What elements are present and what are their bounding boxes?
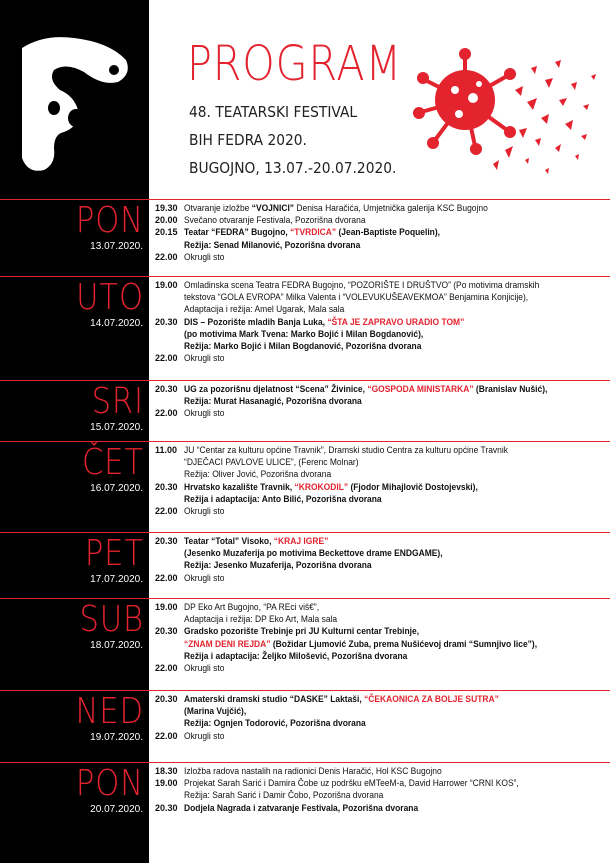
event-text [184,559,605,571]
event-row [155,505,605,517]
day-date: 13.07.2020. [90,241,143,252]
event-time [155,291,184,303]
event-time: 20.30 [155,694,178,704]
event-text [184,717,605,729]
play-title: “KROKODIL” [294,481,349,492]
event-text-part: Režija: Senad Milanović, Pozorišna dvorana [184,239,361,250]
event-time: 22.00 [155,408,178,419]
day-block [0,380,610,441]
event-text [184,481,605,493]
event-text [184,226,605,238]
event-text [184,730,605,742]
event-row [155,456,605,468]
event-time: 22.00 [155,663,178,674]
festival-logo-icon [14,30,134,180]
event-time: 11.00 [155,445,178,455]
event-text-part: (Jean-Baptiste Poquelin), [336,227,441,238]
event-row [155,625,605,637]
event-row [155,395,605,407]
event-time [155,638,184,650]
event-text [184,547,605,559]
event-text-part: Hrvatsko kazalište Travnik, [184,481,295,492]
event-time: 22.00 [155,572,178,583]
event-text-part: “DJEČACI PAVLOVE ULICE”, (Ferenc Molnar) [184,457,359,468]
event-text [184,705,605,717]
day-events [155,535,605,584]
day-events [155,765,605,814]
event-time [155,547,184,559]
event-text-part: Svečano otvaranje Festivala, Pozorišna dvorana [184,215,366,226]
event-row [155,662,605,674]
event-time: 22.00 [155,353,178,364]
event-row [155,291,605,303]
event-text-part: “VOJNICI” [251,203,295,213]
day-events [155,202,605,263]
event-time [155,789,184,801]
event-row [155,717,605,729]
event-text [184,493,605,505]
event-time: 20.00 [155,215,178,226]
event-row [155,214,605,226]
event-time: 19.30 [155,203,178,213]
play-title: “TVRDICA” [290,227,337,238]
event-text-part: (Branislav Nušić), [473,384,548,394]
event-text [184,352,605,364]
play-title: “ŠTA JE ZAPRAVO URADIO TOM” [327,316,465,327]
day-name: PON [75,763,144,804]
event-time: 20.30 [155,536,178,546]
event-text [184,601,605,613]
event-text-part: Okrugli sto [184,663,225,674]
festival-dates: BUGOJNO, 13.07.-20.07.2020. [189,159,397,177]
event-time: 19.00 [155,602,178,612]
event-text-part: Režija: Sarah Sarić i Damir Čobo, Pozorišna dvorana [184,790,384,801]
event-text [184,328,605,340]
event-time: 19.00 [155,280,178,290]
day-name: ČET [81,442,144,483]
event-row [155,705,605,717]
event-time [155,559,184,571]
day-block [0,199,610,276]
event-text-part: Adaptacija i režija: Amel Ugarak, Mala sala [184,304,345,315]
event-row [155,468,605,480]
event-text-part: Okrugli sto [184,251,225,262]
event-text-part: Projekat Sarah Sarić i Damira Čobe uz podršku eMTeeM-a, David Harrower “CRNI KOS”, [184,778,519,789]
event-row [155,535,605,547]
event-text [184,777,605,789]
event-row [155,251,605,263]
event-text-part: Režija: Murat Hasanagić, Pozorišna dvorana [184,396,362,407]
event-row [155,572,605,584]
event-time [155,303,184,315]
event-time: 18.30 [155,766,178,776]
event-time [155,613,184,625]
event-time: 19.00 [155,778,178,789]
event-text-part: (Fjodor Mihajlovič Dostojevski), [348,481,478,492]
event-row [155,765,605,777]
event-text [184,316,605,328]
event-text [184,340,605,352]
event-row [155,559,605,571]
event-row [155,239,605,251]
event-text [184,395,605,407]
event-text [184,468,605,480]
event-text-part: DIS – Pozorište mladih Banja Luka, [184,316,328,327]
day-block [0,598,610,690]
event-text-part: Režija: Marko Bojić i Milan Bogdanović, Pozorišna dvorana [184,341,422,352]
day-date: 17.07.2020. [90,574,143,585]
event-row [155,650,605,662]
event-text [184,650,605,662]
play-title: “ZNAM DENI REJDA” [184,638,271,649]
event-text-part: Okrugli sto [184,408,225,419]
event-time [155,468,184,480]
day-date: 14.07.2020. [90,318,143,329]
event-text-part: DP Eko Art Bugojno, “PA REci viš€”, [184,602,320,612]
event-time [155,705,184,717]
event-time [155,328,184,340]
event-time [155,239,184,251]
day-date: 20.07.2020. [90,804,143,815]
event-text-part: Dodjela Nagrada i zatvaranje Festivala, Pozorišna dvorana [184,802,419,813]
event-text [184,505,605,517]
event-text-part: Režija i adaptacija: Željko Milošević, Pozorišna dvorana [184,650,408,661]
event-time [155,340,184,352]
day-name: SUB [79,599,144,640]
event-text-part: Okrugli sto [184,572,225,583]
event-row [155,316,605,328]
event-text [184,251,605,263]
day-date: 18.07.2020. [90,640,143,651]
event-time: 20.30 [155,316,178,327]
event-text [184,638,605,650]
event-text [184,291,605,303]
event-text-part: (po motivima Mark Tvena: Marko Bojić i Milan Bogdanović), [184,328,424,339]
day-name: SRI [91,381,144,422]
event-time: 20.30 [155,481,178,492]
event-text-part: Režija: Oliver Jović, Pozorišna dvorana [184,469,332,480]
event-row [155,226,605,238]
event-text-part: Denisa Haračića, Umjetnička galerija KSC Bugojno [294,203,488,213]
event-row [155,601,605,613]
event-time [155,395,184,407]
event-text [184,214,605,226]
event-text-part: Gradsko pozorište Trebinje pri JU Kulturni centar Trebinje, [184,626,420,637]
event-text-part: (Jesenko Muzaferija po motivima Beckettove drame ENDGAME), [184,548,443,559]
event-text-part: Režija i adaptacija: Anto Bilić, Pozorišna dvorana [184,493,382,504]
event-text [184,613,605,625]
program-title: PROGRAM [187,36,402,92]
event-row [155,340,605,352]
day-name: PET [84,533,144,574]
event-time: 22.00 [155,730,178,741]
event-text [184,444,605,456]
event-time [155,717,184,729]
day-block [0,690,610,762]
event-time: 20.30 [155,802,178,813]
event-row [155,789,605,801]
event-text [184,383,605,395]
event-text-part: Režija: Ognjen Todorović, Pozorišna dvorana [184,718,366,729]
event-text-part: Adaptacija i režija: DP Eko Art, Mala sala [184,614,338,625]
event-row [155,638,605,650]
event-text-part: Omladinska scena Teatra FEDRA Bugojno, “POZORIŠTE I DRUŠTVO” (Po motivima dramskih [184,280,540,290]
event-text-part: Izložba radova nastalih na radionici Denis Haračić, Hol KSC Bugojno [184,766,442,776]
event-row [155,303,605,315]
day-name: PON [75,200,144,241]
event-row [155,730,605,742]
event-row [155,493,605,505]
event-text-part: (Božidar Ljumović Zuba, prema Nušićevoj drami “Sumnjivo lice”), [270,638,538,649]
day-name: UTO [76,277,144,318]
event-time [155,493,184,505]
event-text [184,662,605,674]
event-row [155,802,605,814]
event-row [155,547,605,559]
event-row [155,613,605,625]
day-date: 16.07.2020. [90,483,143,494]
event-text [184,789,605,801]
event-text-part: Okrugli sto [184,730,225,741]
festival-edition: BIH FEDRA 2020. [189,131,307,149]
day-block [0,276,610,380]
event-row [155,202,605,214]
event-row [155,693,605,705]
day-date: 15.07.2020. [90,422,143,433]
event-text-part: JU “Centar za kulturu općine Travnik”, Dramski studio Centra za kulturu općine Travnik [184,445,508,455]
event-text-part: UG za pozorišnu djelatnost “Scena” Živinice, [184,384,368,394]
event-row [155,383,605,395]
event-text [184,303,605,315]
day-date: 19.07.2020. [90,732,143,743]
event-row [155,352,605,364]
day-events [155,279,605,364]
event-time [155,456,184,468]
event-text [184,407,605,419]
event-text [184,625,605,637]
event-time: 22.00 [155,251,178,262]
event-text-part: Teatar “FEDRA” Bugojno, [184,227,291,238]
event-text [184,693,605,705]
event-text [184,202,605,214]
play-title: “KRAJ IGRE” [273,536,329,546]
play-title: “ČEKAONICA ZA BOLJE SUTRA” [364,694,499,704]
event-text-part: Amaterski dramski studio “DASKE” Laktaši, [184,694,365,704]
day-name: NED [75,691,144,732]
event-time: 22.00 [155,506,178,517]
event-text [184,239,605,251]
event-row [155,444,605,456]
day-events [155,383,605,420]
day-block [0,762,610,862]
event-row [155,481,605,493]
event-text [184,802,605,814]
virus-illustration-icon [395,40,600,190]
event-text-part: Teatar “Total” Visoko, [184,536,274,546]
event-row [155,279,605,291]
event-text [184,572,605,584]
event-text-part: tekstova “GOLA EVROPA” Milka Valenta i “VOLEVUKUŠEAVEKMOA” Benjamina Konjicije), [184,292,529,303]
event-text-part: (Marina Vujčić), [184,706,247,717]
day-events [155,693,605,742]
event-time [155,650,184,662]
event-text-part: Okrugli sto [184,353,225,364]
day-block [0,532,610,598]
play-title: “GOSPODA MINISTARKA” [367,384,474,394]
event-row [155,407,605,419]
day-block [0,441,610,532]
event-text [184,456,605,468]
event-text [184,535,605,547]
event-time: 20.15 [155,227,178,238]
event-row [155,777,605,789]
event-text-part: Okrugli sto [184,506,225,517]
event-text [184,765,605,777]
day-events [155,444,605,517]
event-time: 20.30 [155,626,178,637]
event-text [184,279,605,291]
event-text-part: Otvaranje izložbe [184,203,252,213]
event-text-part: Režija: Jesenko Muzaferija, Pozorišna dvorana [184,560,372,571]
event-time: 20.30 [155,384,178,394]
event-row [155,328,605,340]
festival-name: 48. TEATARSKI FESTIVAL [189,103,358,121]
day-events [155,601,605,674]
